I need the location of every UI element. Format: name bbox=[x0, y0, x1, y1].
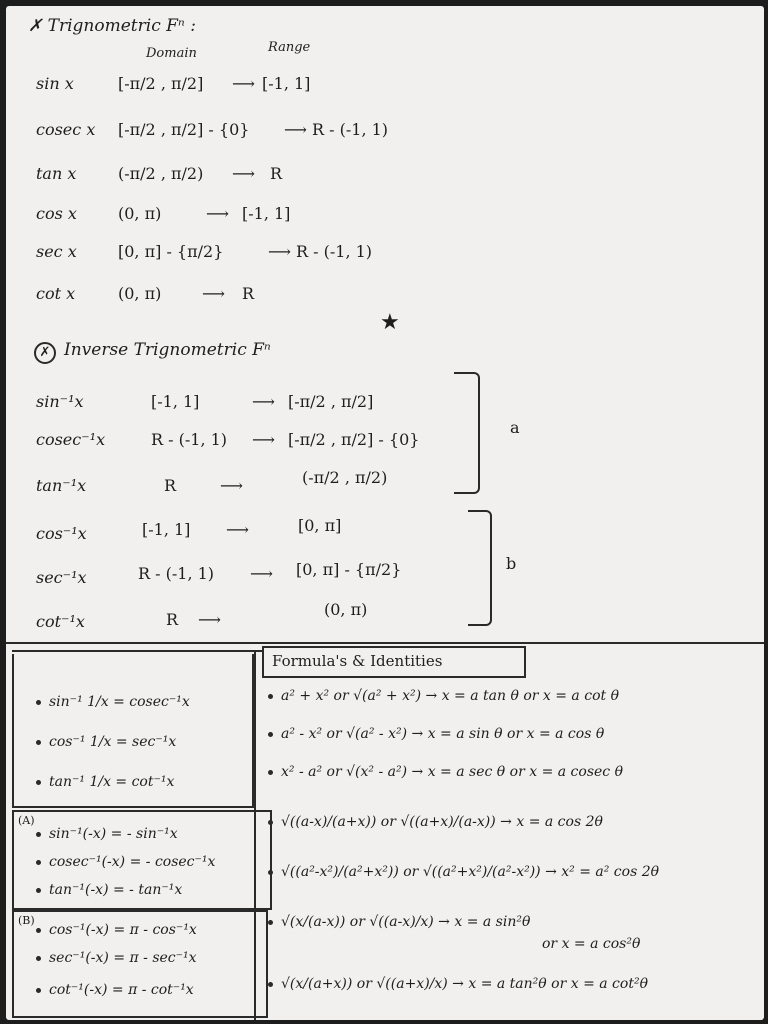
negative-b-item bbox=[36, 922, 197, 938]
negative-a-item bbox=[36, 882, 182, 898]
section-divider bbox=[6, 642, 764, 644]
bullet-icon bbox=[268, 732, 273, 737]
inverse-domain: [-1, 1] bbox=[151, 392, 200, 411]
negative-b-text: cos⁻¹(-x) = π - cos⁻¹x bbox=[49, 922, 197, 938]
trig-range: R bbox=[270, 164, 283, 183]
formula-item bbox=[268, 814, 603, 830]
trig-domain: (-π/2 , π/2) bbox=[118, 164, 204, 183]
trig-domain: [-π/2 , π/2] bbox=[118, 74, 204, 93]
inverse-range: [-π/2 , π/2] - {0} bbox=[288, 430, 420, 449]
inverse-range: [-π/2 , π/2] bbox=[288, 392, 374, 411]
formula-text: √((a²-x²)/(a²+x²)) or √((a²+x²)/(a²-x²)) → x² = a² cos 2θ bbox=[281, 864, 660, 880]
formula-item bbox=[268, 688, 619, 704]
bullet-icon bbox=[36, 780, 41, 785]
notebook-page bbox=[6, 6, 764, 1020]
reciprocal-item bbox=[36, 734, 176, 750]
formula-text: a² - x² or √(a² - x²) → x = a sin θ or x = a cos θ bbox=[281, 726, 605, 742]
inverse-range: (0, π) bbox=[324, 600, 368, 619]
formula-item bbox=[268, 864, 659, 880]
inverse-fn: cot⁻¹x bbox=[36, 612, 85, 631]
arrow-icon: ⟶ bbox=[232, 74, 255, 93]
negative-a-box bbox=[12, 810, 272, 910]
trig-range: [-1, 1] bbox=[242, 204, 291, 223]
bullet-icon bbox=[268, 694, 273, 699]
trig-fn: cos x bbox=[36, 204, 77, 223]
bracket-group-b bbox=[468, 510, 492, 626]
formula-text: √((a-x)/(a+x)) or √((a+x)/(a-x)) → x = a cos 2θ bbox=[281, 814, 603, 830]
arrow-icon: ⟶ bbox=[252, 392, 275, 411]
trig-range: [-1, 1] bbox=[262, 74, 311, 93]
negative-b-text: sec⁻¹(-x) = π - sec⁻¹x bbox=[49, 950, 197, 966]
bullet-icon bbox=[36, 860, 41, 865]
negative-a-item bbox=[36, 826, 178, 842]
bullet-icon bbox=[268, 920, 273, 925]
bullet-icon bbox=[36, 928, 41, 933]
circled-x-icon: ✗ bbox=[34, 342, 56, 364]
inverse-fn: cosec⁻¹x bbox=[36, 430, 106, 449]
negative-b-text: cot⁻¹(-x) = π - cot⁻¹x bbox=[49, 982, 194, 998]
domain-heading: Domain bbox=[146, 46, 197, 61]
trig-domain: (0, π) bbox=[118, 204, 162, 223]
arrow-icon: ⟶ bbox=[206, 204, 229, 223]
formulas-title-box bbox=[262, 646, 526, 678]
inverse-range: [0, π] - {π/2} bbox=[296, 560, 402, 579]
inverse-domain: R bbox=[164, 476, 177, 495]
formula-item bbox=[268, 976, 648, 992]
inverse-fn: cos⁻¹x bbox=[36, 524, 87, 543]
trig-fn: sec x bbox=[36, 242, 77, 261]
negative-a-text: sin⁻¹(-x) = - sin⁻¹x bbox=[49, 826, 178, 842]
inverse-fn: sec⁻¹x bbox=[36, 568, 87, 587]
left-top-rule bbox=[12, 650, 264, 652]
formula-item bbox=[268, 764, 623, 780]
group-b-label: b bbox=[506, 554, 517, 573]
trig-range: R - (-1, 1) bbox=[312, 120, 389, 139]
trig-domain: [-π/2 , π/2] - {0} bbox=[118, 120, 250, 139]
formula-continuation: or x = a cos²θ bbox=[542, 936, 641, 952]
reciprocal-text: sin⁻¹ 1/x = cosec⁻¹x bbox=[49, 694, 190, 710]
inverse-range: [0, π] bbox=[298, 516, 342, 535]
tag-b: (B) bbox=[18, 914, 35, 927]
reciprocal-text: cos⁻¹ 1/x = sec⁻¹x bbox=[49, 734, 177, 750]
bullet-icon bbox=[36, 956, 41, 961]
bullet-icon bbox=[36, 832, 41, 837]
formula-text: √(x/(a+x)) or √((a+x)/x) → x = a tan²θ or x = a cot²θ bbox=[281, 976, 648, 992]
trig-fn: tan x bbox=[36, 164, 77, 183]
reciprocal-box bbox=[12, 654, 254, 808]
arrow-icon: ⟶ bbox=[232, 164, 255, 183]
inverse-domain: R bbox=[166, 610, 179, 629]
bullet-icon bbox=[36, 700, 41, 705]
formula-text: x² - a² or √(x² - a²) → x = a sec θ or x = a cosec θ bbox=[281, 764, 624, 780]
negative-b-box bbox=[12, 910, 268, 1018]
inverse-range: (-π/2 , π/2) bbox=[302, 468, 388, 487]
inverse-fn: tan⁻¹x bbox=[36, 476, 87, 495]
reciprocal-item bbox=[36, 774, 174, 790]
inverse-domain: R - (-1, 1) bbox=[138, 564, 215, 583]
trig-range: R bbox=[242, 284, 255, 303]
star-icon: ★ bbox=[380, 310, 400, 335]
trig-range: R - (-1, 1) bbox=[296, 242, 373, 261]
negative-b-item bbox=[36, 950, 197, 966]
column-divider bbox=[254, 650, 256, 1020]
inverse-title: Inverse Trignometric Fⁿ bbox=[64, 340, 271, 360]
arrow-icon: ⟶ bbox=[250, 564, 273, 583]
inverse-domain: R - (-1, 1) bbox=[151, 430, 228, 449]
bullet-icon bbox=[36, 888, 41, 893]
bullet-icon bbox=[268, 870, 273, 875]
bullet-icon bbox=[268, 820, 273, 825]
arrow-icon: ⟶ bbox=[198, 610, 221, 629]
formula-text: a² + x² or √(a² + x²) → x = a tan θ or x = a cot θ bbox=[281, 688, 620, 704]
trig-fn: cot x bbox=[36, 284, 76, 303]
trig-title: ✗ Trignometric Fⁿ : bbox=[28, 16, 196, 36]
arrow-icon: ⟶ bbox=[226, 520, 249, 539]
formulas-title: Formula's & Identities bbox=[272, 652, 443, 670]
negative-a-item bbox=[36, 854, 215, 870]
formula-item bbox=[268, 914, 530, 930]
bullet-icon bbox=[268, 982, 273, 987]
range-heading: Range bbox=[268, 40, 311, 55]
trig-fn: sin x bbox=[36, 74, 74, 93]
inverse-domain: [-1, 1] bbox=[142, 520, 191, 539]
reciprocal-text: tan⁻¹ 1/x = cot⁻¹x bbox=[49, 774, 175, 790]
tag-a: (A) bbox=[18, 814, 35, 827]
arrow-icon: ⟶ bbox=[220, 476, 243, 495]
negative-a-text: cosec⁻¹(-x) = - cosec⁻¹x bbox=[49, 854, 216, 870]
trig-domain: (0, π) bbox=[118, 284, 162, 303]
arrow-icon: ⟶ bbox=[252, 430, 275, 449]
trig-fn: cosec x bbox=[36, 120, 96, 139]
formula-text: √(x/(a-x)) or √((a-x)/x) → x = a sin²θ bbox=[281, 914, 531, 930]
group-a-label: a bbox=[510, 418, 520, 437]
negative-a-text: tan⁻¹(-x) = - tan⁻¹x bbox=[49, 882, 183, 898]
formula-item bbox=[268, 726, 604, 742]
inverse-fn: sin⁻¹x bbox=[36, 392, 84, 411]
bracket-group-a bbox=[454, 372, 480, 494]
bullet-icon bbox=[36, 988, 41, 993]
arrow-icon: ⟶ bbox=[268, 242, 291, 261]
reciprocal-item bbox=[36, 694, 190, 710]
bullet-icon bbox=[268, 770, 273, 775]
negative-b-item bbox=[36, 982, 194, 998]
arrow-icon: ⟶ bbox=[284, 120, 307, 139]
trig-domain: [0, π] - {π/2} bbox=[118, 242, 224, 261]
arrow-icon: ⟶ bbox=[202, 284, 225, 303]
bullet-icon bbox=[36, 740, 41, 745]
